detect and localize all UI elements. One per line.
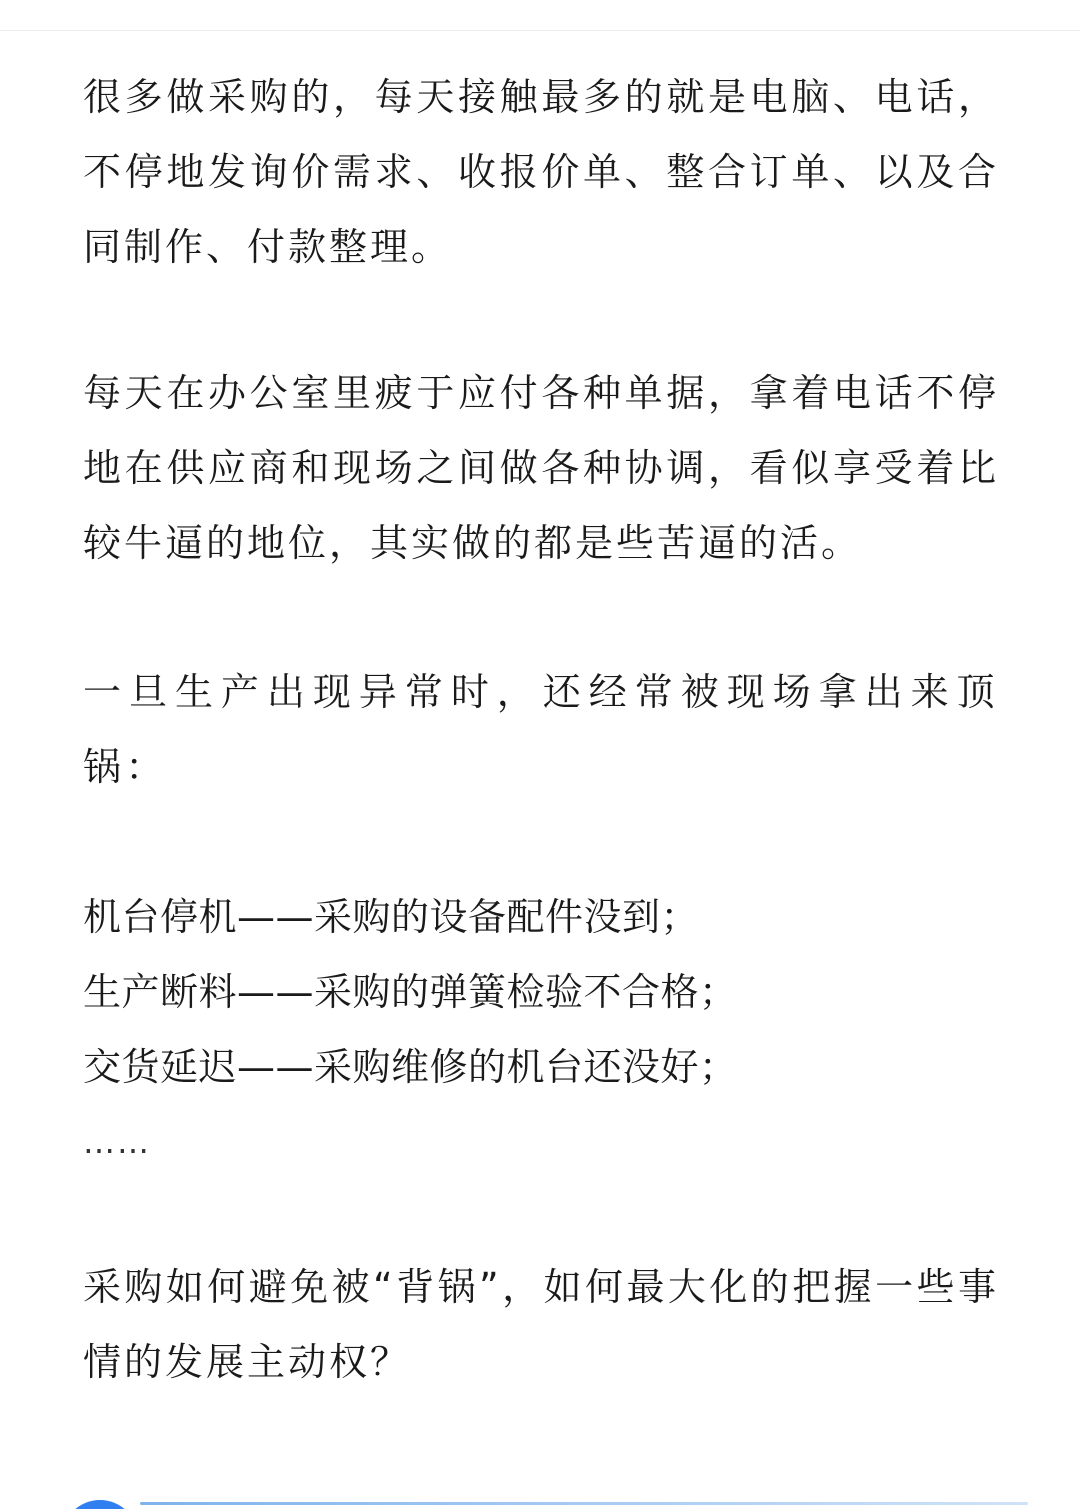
list-item: 机台停机——采购的设备配件没到；	[83, 895, 700, 939]
paragraph-intro: 很多做采购的，每天接触最多的就是电脑、电话，不停地发询价需求、收报价单、整合订单、以及合同制作、付款整理。	[83, 75, 999, 269]
bottom-divider	[140, 1502, 1028, 1505]
top-divider	[0, 30, 1080, 31]
paragraph-blame: 一旦生产出现异常时，还经常被现场拿出来顶锅：	[83, 670, 999, 789]
list-item: 生产断料——采购的弹簧检验不合格；	[83, 970, 738, 1014]
list-item: 交货延迟——采购维修的机台还没好；	[83, 1045, 738, 1089]
blame-list	[83, 880, 999, 1180]
paragraph-office-work: 每天在办公室里疲于应付各种单据，拿着电话不停地在供应商和现场之间做各种协调，看似享受着比较牛逼的地位，其实做的都是些苦逼的活。	[83, 371, 999, 565]
avatar[interactable]	[62, 1500, 138, 1509]
list-ellipsis: ……	[83, 1123, 151, 1161]
paragraph-question: 采购如何避免被“背锅”，如何最大化的把握一些事情的发展主动权？	[83, 1265, 999, 1384]
